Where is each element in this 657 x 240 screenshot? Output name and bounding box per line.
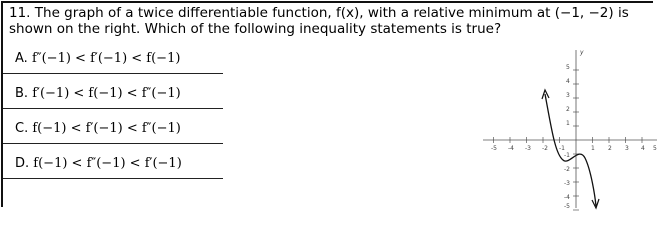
y-tick-label: 1 bbox=[566, 120, 570, 127]
y-axis-positive-ticks bbox=[566, 64, 570, 127]
y-tick-label: -2 bbox=[564, 166, 570, 173]
x-tick-label: 4 bbox=[641, 145, 645, 152]
function-curve bbox=[545, 94, 596, 206]
x-tick-label: 3 bbox=[625, 145, 629, 152]
y-tick-label: -1 bbox=[564, 152, 570, 159]
y-tick-label: -5 bbox=[564, 203, 570, 210]
x-tick-label: 1 bbox=[591, 145, 595, 152]
y-tick-label: 5 bbox=[566, 64, 570, 71]
x-tick-label: -1 bbox=[559, 145, 565, 152]
option-statement: f″(−1) < f′(−1) < f(−1) bbox=[31, 51, 181, 66]
option-a[interactable] bbox=[3, 48, 223, 74]
y-tick-label: -4 bbox=[564, 194, 570, 201]
option-letter: B. bbox=[15, 86, 29, 101]
option-b[interactable] bbox=[3, 83, 223, 109]
x-tick-label: -3 bbox=[525, 145, 531, 152]
option-statement: f(−1) < f′(−1) < f″(−1) bbox=[32, 121, 181, 136]
option-letter: A. bbox=[15, 51, 28, 66]
question-text-line1: The graph of a twice differentiable function, f(x), with a relative minimum at (−1, −2) is bbox=[34, 5, 629, 21]
x-tick-label: -4 bbox=[508, 145, 514, 152]
option-letter: C. bbox=[15, 121, 29, 136]
question-number: 11. bbox=[9, 5, 31, 21]
option-d[interactable] bbox=[3, 153, 223, 179]
x-tick-label: -5 bbox=[491, 145, 497, 152]
function-graph bbox=[481, 46, 657, 211]
answer-options bbox=[3, 48, 473, 188]
y-tick-label: 4 bbox=[566, 78, 570, 85]
y-axis-label: y bbox=[580, 49, 584, 56]
x-tick-label: 5 bbox=[653, 145, 657, 152]
question-text-line2: shown on the right. Which of the following inequality statements is true? bbox=[9, 21, 502, 37]
x-tick-label: -2 bbox=[542, 145, 548, 152]
option-statement: f′(−1) < f(−1) < f″(−1) bbox=[32, 86, 181, 101]
x-axis-positive-ticks bbox=[591, 145, 657, 152]
option-c[interactable] bbox=[3, 118, 223, 144]
question-prompt bbox=[9, 5, 649, 37]
y-tick-label: 3 bbox=[566, 92, 570, 99]
x-tick-label: 2 bbox=[608, 145, 612, 152]
option-letter: D. bbox=[15, 156, 30, 171]
option-statement: f(−1) < f″(−1) < f′(−1) bbox=[33, 156, 182, 171]
x-axis-negative-ticks bbox=[491, 145, 565, 152]
y-tick-label: -3 bbox=[564, 180, 570, 187]
question-card bbox=[1, 1, 657, 210]
y-tick-label: 2 bbox=[566, 106, 570, 113]
